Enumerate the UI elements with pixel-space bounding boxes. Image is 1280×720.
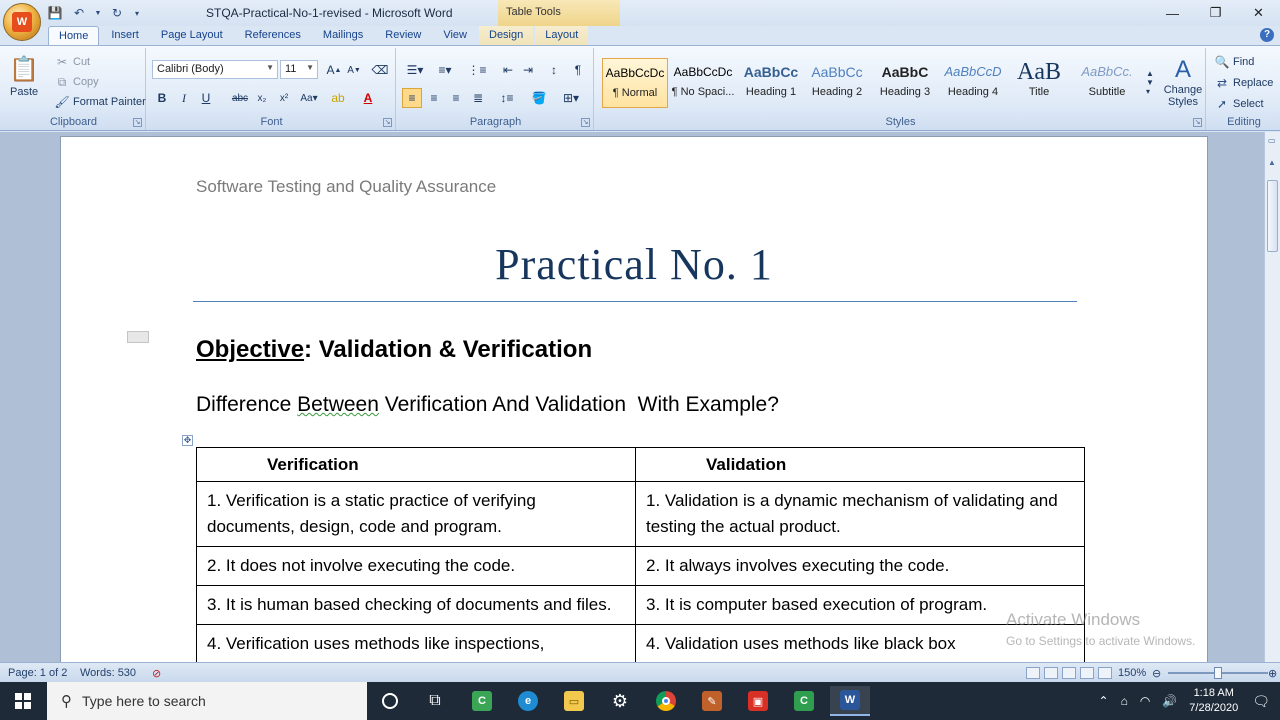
styles-scroll-icon[interactable]: ▲ ▼ ▾ xyxy=(1146,68,1154,96)
codeblocks-second-icon[interactable]: C xyxy=(784,686,824,716)
undo-dropdown-icon[interactable]: ▼ xyxy=(94,9,102,17)
margin-marker xyxy=(127,331,149,343)
codeblocks-icon[interactable]: C xyxy=(462,686,502,716)
cut-button[interactable] xyxy=(54,54,90,70)
table-tools-context-title: Table Tools xyxy=(498,0,620,26)
table-row xyxy=(197,586,1085,625)
table-cell[interactable]: 4. Validation uses methods like black box xyxy=(636,625,1085,663)
system-tray xyxy=(1099,682,1280,720)
styles-group-label: Styles xyxy=(885,116,916,128)
clear-formatting-icon[interactable]: ⌫ xyxy=(371,63,389,77)
activate-windows-watermark xyxy=(1006,610,1195,648)
document-page[interactable] xyxy=(60,136,1208,662)
style-name: ¶ Normal xyxy=(612,87,658,99)
taskbar-clock[interactable] xyxy=(1189,686,1238,716)
scroll-up-icon[interactable]: ▲ xyxy=(1268,158,1276,167)
clipboard-launcher-icon[interactable]: ↘ xyxy=(134,119,141,126)
office-logo-icon: W xyxy=(12,12,32,32)
style-name: Heading 4 xyxy=(947,86,999,98)
close-button[interactable]: ✕ xyxy=(1253,5,1264,20)
chevron-down-icon: ▼ xyxy=(266,63,274,72)
style-sample: AaBbCc xyxy=(743,64,799,80)
shrink-font-icon[interactable]: A ▼ xyxy=(347,64,361,76)
scissors-icon: ✂ xyxy=(56,55,68,69)
app-icon[interactable]: ✎ xyxy=(692,686,732,716)
font-group-label: Font xyxy=(260,116,283,128)
clock-time: 1:18 AM xyxy=(1193,687,1234,699)
underline-icon[interactable]: U xyxy=(201,91,211,105)
paragraph-group xyxy=(398,48,594,130)
help-icon[interactable]: ? xyxy=(1260,28,1274,42)
paragraph-group-label: Paragraph xyxy=(469,116,522,128)
style-name: Title xyxy=(1028,86,1050,98)
clock-date: 7/28/2020 xyxy=(1189,702,1239,714)
bold-icon[interactable]: B xyxy=(157,91,167,105)
document-area xyxy=(0,132,1264,662)
change-styles-icon: A xyxy=(1175,56,1192,83)
table-cell[interactable]: 1. Verification is a static practice of verifying documents, design, code and program. xyxy=(197,482,636,547)
search-icon: ⚲ xyxy=(61,693,72,710)
save-icon[interactable]: 💾 xyxy=(47,6,63,20)
status-bar xyxy=(0,662,1280,682)
zoom-slider-knob[interactable] xyxy=(1214,667,1222,679)
font-launcher-icon[interactable]: ↘ xyxy=(384,119,391,126)
proofing-error-icon[interactable]: ⊘ xyxy=(152,668,162,680)
ruler-toggle-icon[interactable]: ▭ xyxy=(1268,136,1276,145)
highlight-icon[interactable]: ab xyxy=(331,91,345,105)
tab-home[interactable]: Home xyxy=(48,26,99,46)
question-line[interactable] xyxy=(196,393,779,417)
word-count[interactable]: Words: 530 xyxy=(80,667,137,679)
zoom-level[interactable]: 150% xyxy=(1118,667,1147,679)
undo-icon[interactable]: ↶ xyxy=(73,6,85,20)
style-no-spacing[interactable] xyxy=(670,58,736,108)
word-taskbar-icon[interactable]: W xyxy=(830,686,870,716)
window-controls xyxy=(1151,0,1280,26)
change-styles-label: Change Styles xyxy=(1163,84,1203,108)
style-name: ¶ No Spaci... xyxy=(671,86,735,98)
align-right-icon[interactable]: ≡ xyxy=(452,91,460,105)
window-title: STQA-Practical-No-1-revised - Microsoft Word xyxy=(206,6,453,20)
table-header-cell[interactable]: Verification xyxy=(197,448,636,482)
clipboard-group xyxy=(2,48,146,130)
chevron-down-icon: ▼ xyxy=(306,63,314,72)
style-normal[interactable] xyxy=(602,58,668,108)
table-row xyxy=(197,625,1085,663)
file-explorer-icon[interactable]: ▭ xyxy=(554,686,594,716)
font-name-value: Calibri (Body) xyxy=(157,63,224,75)
outline-view-icon[interactable] xyxy=(1080,667,1094,679)
numbering-icon[interactable]: ≡▾ xyxy=(438,63,452,77)
grow-font-icon[interactable]: A ▲ xyxy=(326,63,342,77)
heading-rule xyxy=(193,301,1077,302)
replace-icon: ⇄ xyxy=(1216,76,1228,90)
paste-label: Paste xyxy=(10,86,39,98)
quick-access-toolbar xyxy=(46,4,142,22)
tab-design[interactable]: Design xyxy=(479,26,533,46)
full-screen-reading-icon[interactable] xyxy=(1044,667,1058,679)
editing-group xyxy=(1208,48,1280,130)
style-sample: AaBbCc. xyxy=(1081,64,1133,79)
format-painter-label: Format Painter xyxy=(73,96,146,108)
task-view-icon[interactable]: ⧉ xyxy=(429,692,441,709)
style-sample: AaBbC xyxy=(881,64,929,80)
ribbon xyxy=(0,45,1280,131)
style-name: Heading 2 xyxy=(811,86,863,98)
style-sample: AaBbCcD xyxy=(944,64,1002,79)
style-name: Heading 1 xyxy=(745,86,797,98)
objective-line[interactable] xyxy=(196,336,592,364)
style-heading-1[interactable] xyxy=(738,58,804,108)
watermark-line-2: Go to Settings to activate Windows. xyxy=(1006,634,1196,648)
styles-launcher-icon[interactable]: ↘ xyxy=(1194,119,1201,126)
table-row xyxy=(197,547,1085,586)
minimize-button[interactable]: — xyxy=(1166,5,1179,21)
table-cell[interactable]: 4. Verification uses methods like inspections, xyxy=(197,625,636,663)
chevron-up-icon[interactable]: ⌃ xyxy=(1098,694,1109,708)
windows-taskbar xyxy=(0,682,1280,720)
tab-review[interactable]: Review xyxy=(385,29,422,41)
select-button[interactable] xyxy=(1214,96,1264,112)
table-cell[interactable]: 2. It always involves executing the code. xyxy=(636,547,1085,586)
vertical-scrollbar[interactable] xyxy=(1264,132,1280,662)
objective-label: Objective xyxy=(196,336,305,363)
title-bar xyxy=(0,0,1280,26)
customize-qat-icon[interactable]: ▾ xyxy=(134,8,139,18)
style-heading-2[interactable] xyxy=(804,58,870,108)
font-color-icon[interactable]: A xyxy=(363,91,373,105)
pdf-reader-icon[interactable]: ▣ xyxy=(738,686,778,716)
web-layout-icon[interactable] xyxy=(1062,667,1076,679)
question-text-end: Verification And Validation With Example? xyxy=(378,393,779,416)
watermark-line-1: Activate Windows xyxy=(1006,610,1141,629)
question-text-start: Difference xyxy=(196,393,298,416)
format-painter-icon: 🖌 xyxy=(54,95,70,109)
align-left-icon[interactable]: ≡ xyxy=(402,88,422,108)
copy-label: Copy xyxy=(73,76,99,88)
binoculars-icon: 🔍 xyxy=(1214,55,1230,69)
bullets-icon[interactable]: ☰▾ xyxy=(406,63,424,77)
question-text-spellcheck: Between xyxy=(297,393,379,416)
style-sample: AaBbCcDc xyxy=(605,66,665,80)
style-heading-3[interactable] xyxy=(872,58,938,108)
taskbar-search[interactable] xyxy=(47,682,367,720)
tab-references[interactable]: References xyxy=(244,29,301,41)
start-button[interactable] xyxy=(0,682,46,720)
style-name: Subtitle xyxy=(1088,86,1126,98)
font-name-combo[interactable] xyxy=(152,60,278,79)
tab-view[interactable]: View xyxy=(443,29,467,41)
style-sample: AaB xyxy=(1017,59,1061,85)
restore-button[interactable]: ❐ xyxy=(1209,5,1222,20)
table-header-row xyxy=(197,448,1085,482)
volume-icon[interactable]: 🔊 xyxy=(1162,694,1178,708)
tab-mailings[interactable]: Mailings xyxy=(322,29,364,41)
paragraph-launcher-icon[interactable]: ↘ xyxy=(582,119,589,126)
replace-button[interactable] xyxy=(1214,75,1273,91)
justify-icon[interactable]: ≣ xyxy=(472,91,484,105)
cortana-icon[interactable] xyxy=(370,686,410,716)
strikethrough-icon[interactable]: abc xyxy=(231,92,249,104)
style-heading-4[interactable] xyxy=(940,58,1006,108)
format-painter-button[interactable] xyxy=(54,94,146,110)
copy-button[interactable] xyxy=(54,74,99,90)
wifi-icon[interactable]: ◠ xyxy=(1139,694,1151,708)
borders-icon[interactable]: ⊞▾ xyxy=(562,91,580,105)
print-layout-icon[interactable] xyxy=(1026,667,1040,679)
cursor-icon: ➚ xyxy=(1216,97,1228,111)
chrome-icon[interactable] xyxy=(646,686,686,716)
font-group xyxy=(148,48,396,130)
styles-group xyxy=(596,48,1206,130)
table-move-handle-icon[interactable]: ✥ xyxy=(183,435,192,445)
font-size-value: 11 xyxy=(285,63,297,75)
find-label: Find xyxy=(1233,56,1255,68)
table-header-cell[interactable]: Validation xyxy=(636,448,1085,482)
font-size-combo[interactable] xyxy=(280,60,318,79)
increase-indent-icon[interactable]: ⇥ xyxy=(522,63,534,77)
page-count[interactable]: Page: 1 of 2 xyxy=(8,667,68,679)
show-formatting-marks-icon[interactable]: ¶ xyxy=(574,63,582,77)
settings-icon[interactable]: ⚙ xyxy=(611,690,629,711)
copy-icon: ⧉ xyxy=(57,74,67,89)
paste-icon: 📋 xyxy=(9,55,40,83)
line-spacing-icon[interactable]: ↕≡ xyxy=(500,91,514,105)
paste-button[interactable] xyxy=(10,54,38,98)
notification-icon[interactable]: 🗨 xyxy=(1252,692,1270,709)
comparison-table xyxy=(196,447,1085,662)
align-center-icon[interactable]: ≡ xyxy=(430,91,438,105)
clipboard-group-label: Clipboard xyxy=(49,116,98,128)
style-title[interactable] xyxy=(1006,58,1072,108)
document-heading[interactable]: Practical No. 1 xyxy=(495,240,773,289)
zoom-in-icon[interactable]: ⊕ xyxy=(1268,668,1278,680)
sort-icon[interactable]: ↕ xyxy=(551,63,557,77)
office-button[interactable] xyxy=(3,3,41,41)
subscript-icon[interactable]: x₂ xyxy=(257,92,267,104)
table-cell[interactable]: 3. It is computer based execution of program. xyxy=(636,586,1085,625)
page-header[interactable]: Software Testing and Quality Assurance xyxy=(196,177,497,196)
decrease-indent-icon[interactable]: ⇤ xyxy=(502,63,514,77)
select-label: Select xyxy=(1233,98,1264,110)
style-sample: AaBbCc xyxy=(811,64,863,80)
shading-icon[interactable]: 🪣 xyxy=(531,91,547,105)
find-button[interactable] xyxy=(1214,54,1254,70)
table-cell[interactable]: 1. Validation is a dynamic mechanism of validating and testing the actual product. xyxy=(636,482,1085,547)
editing-group-label: Editing xyxy=(1227,116,1261,128)
scrollbar-thumb[interactable] xyxy=(1267,180,1278,252)
style-name: Heading 3 xyxy=(879,86,931,98)
tab-insert[interactable]: Insert xyxy=(111,29,139,41)
search-placeholder: Type here to search xyxy=(82,693,206,709)
zoom-out-icon[interactable]: ⊖ xyxy=(1152,668,1162,680)
draft-view-icon[interactable] xyxy=(1098,667,1112,679)
superscript-icon[interactable]: x² xyxy=(279,92,289,104)
table-cell[interactable]: 2. It does not involve executing the code. xyxy=(197,547,636,586)
network-icon[interactable]: ⌂ xyxy=(1120,694,1128,708)
style-sample: AaBbCcDc xyxy=(673,65,733,79)
multilevel-list-icon[interactable]: ⋮≡ xyxy=(467,63,487,77)
table-cell[interactable]: 3. It is human based checking of documents and files. xyxy=(197,586,636,625)
italic-icon[interactable]: I xyxy=(182,90,186,105)
replace-label: Replace xyxy=(1233,77,1274,89)
tab-layout[interactable]: Layout xyxy=(535,26,588,46)
ribbon-tabs xyxy=(48,26,588,46)
edge-icon[interactable]: e xyxy=(508,686,548,716)
tab-page-layout[interactable]: Page Layout xyxy=(160,29,223,41)
redo-icon[interactable]: ↻ xyxy=(111,6,123,20)
change-styles-button[interactable] xyxy=(1162,56,1204,108)
style-subtitle[interactable] xyxy=(1074,58,1140,108)
table-row xyxy=(197,482,1085,547)
windows-logo-icon xyxy=(15,693,31,709)
change-case-icon[interactable]: Aa▾ xyxy=(300,92,318,104)
cut-label: Cut xyxy=(73,56,91,68)
objective-text: : Validation & Verification xyxy=(304,336,593,363)
